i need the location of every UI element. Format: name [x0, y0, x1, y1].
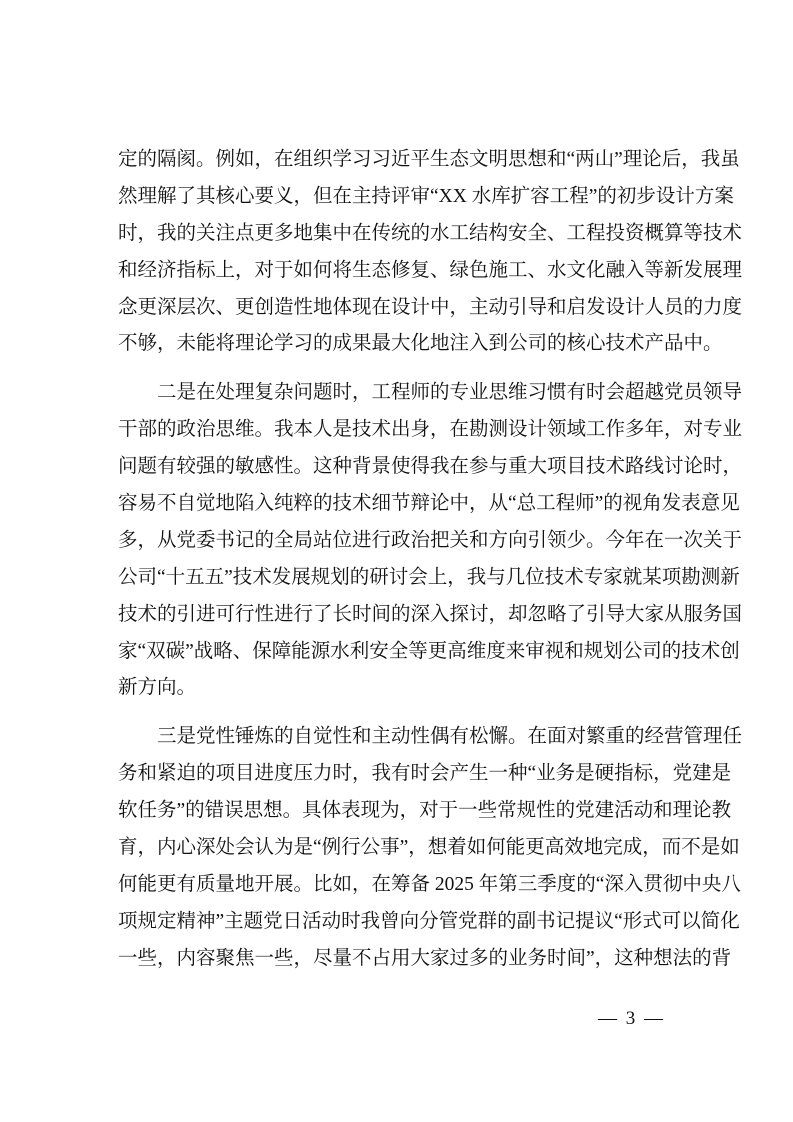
text-line: 何能更有质量地开展。比如，在筹备 2025 年第三季度的“深入贯彻中央八: [118, 873, 741, 895]
text-line: 三是党性锤炼的自觉性和主动性偶有松懈。在面对繁重的经营管理任: [157, 726, 743, 748]
text-line: 二是在处理复杂问题时，工程师的专业思维习惯有时会超越党员领导: [157, 382, 743, 404]
paragraph: [118, 719, 743, 977]
text-line: 问题有较强的敏感性。这种背景使得我在参与重大项目技术路线讨论时，: [118, 456, 743, 478]
text-line: 干部的政治思维。我本人是技术出身，在勘测设计领域工作多年，对专业: [118, 419, 743, 441]
text-line: 和经济指标上，对于如何将生态修复、绿色施工、水文化融入等新发展理: [118, 259, 743, 281]
document-body: [118, 142, 743, 990]
text-line: 容易不自觉地陷入纯粹的技术细节辩论中，从“总工程师”的视角发表意见: [118, 493, 740, 515]
text-line: 公司“十五五”技术发展规划的研讨会上，我与几位技术专家就某项勘测新: [118, 566, 740, 588]
text-line: 然理解了其核心要义，但在主持评审“XX 水库扩容工程”的初步设计方案: [118, 185, 734, 207]
text-line: 务和紧迫的项目进度压力时，我有时会产生一种“业务是硬指标，党建是: [118, 763, 732, 785]
text-line: 育，内心深处会认为是“例行公事”，想着如何能更高效地完成，而不是如: [118, 837, 740, 859]
text-line: 念更深层次、更创造性地体现在设计中，主动引导和启发设计人员的力度: [118, 296, 743, 318]
text-line: 一些，内容聚焦一些，尽量不占用大家过多的业务时间”，这种想法的背: [118, 947, 732, 969]
text-line: 技术的引进可行性进行了长时间的深入探讨，却忽略了引导大家从服务国: [118, 603, 743, 625]
text-line: 新方向。: [118, 677, 197, 699]
text-line: 软任务”的错误思想。具体表现为，对于一些常规性的党建活动和理论教: [118, 800, 732, 822]
text-line: 时，我的关注点更多地集中在传统的水工结构安全、工程投资概算等技术: [118, 222, 743, 244]
text-line: 项规定精神”主题党日活动时我曾向分管党群的副书记提议“形式可以简化: [118, 910, 740, 932]
text-line: 定的隔阂。例如，在组织学习习近平生态文明思想和“两山”理论后，我虽: [118, 149, 740, 170]
paragraph: [118, 142, 743, 363]
text-line: 家“双碳”战略、保障能源水利安全等更高维度来审视和规划公司的技术创: [118, 640, 740, 662]
text-line: 不够，未能将理论学习的成果最大化地注入到公司的核心技术产品中。: [118, 333, 723, 355]
page-number: — 3 —: [598, 1008, 665, 1029]
text-line: 多，从党委书记的全局站位进行政治把关和方向引领少。今年在一次关于: [118, 529, 743, 551]
paragraph: [118, 375, 743, 707]
